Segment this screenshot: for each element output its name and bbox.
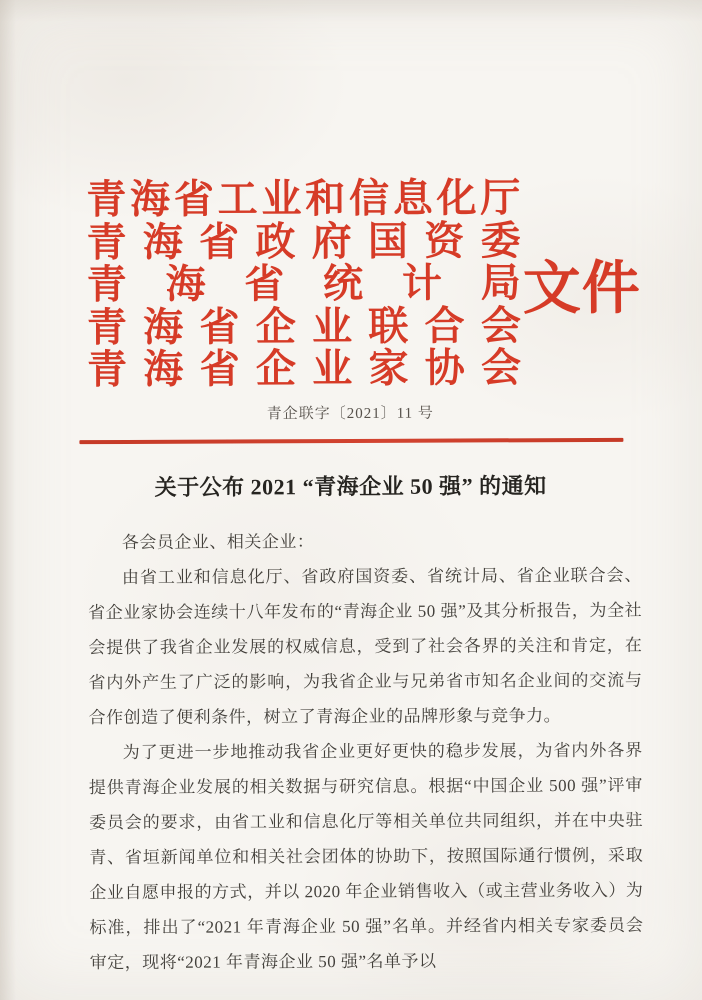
agency-line-3: 青海省统计局 (86, 260, 521, 308)
agency-line-1: 青海省工业和信息化厅 (86, 175, 521, 223)
salutation-line: 各会员企业、相关企业： (121, 531, 315, 552)
body-paragraph-1: 由省工业和信息化厅、省政府国资委、省统计局、省企业联合会、省企业家协会连续十八年发布的“青海企业 50 强”及其分析报告，为全社会提供了我省企业发展的权威信息，受到了社会各界的关注和肯定，在省内外产生了广泛的影响，为我省企业与兄弟省市知名企业间的交流与合作创造了便利条件，树立了青海企业的品牌形象与竞争力。 (88, 565, 643, 727)
issuing-agencies (86, 177, 521, 391)
agency-line-5: 青海省企业家协会 (86, 345, 522, 393)
document-title: 关于公布 2021 “青海企业 50 强” 的通知 (154, 472, 547, 500)
red-divider-line (79, 437, 623, 443)
agency-line-4: 青海省企业联合会 (86, 302, 521, 350)
document-reference-number: 青企联字〔2021〕11 号 (266, 405, 434, 422)
letterhead (86, 176, 701, 391)
agency-line-2: 青海省政府国资委 (86, 217, 521, 265)
body-paragraph-2: 为了更进一步地推动我省企业更好更快的稳步发展，为省内外各界提供青海企业发展的相关数据与研究信息。根据“中国企业 500 强”评审委员会的要求，由省工业和信息化厅等相关单位共同组织，并在中央驻青、省垣新闻单位和相关社会团体的协助下，按照国际通行惯例，采取企业自愿申报的方式，并以 2020 年企业销售收入（或主营业务收入）为标准，排出了“2021 年青海企业 50 强”名单。并经省内相关专家委员会审定，现将“2021 年青海企业 50 强”名单予以 (88, 740, 644, 972)
scanned-sheet (0, 176, 702, 980)
document-body (88, 522, 644, 979)
document-word-label: 文件 (522, 255, 641, 322)
